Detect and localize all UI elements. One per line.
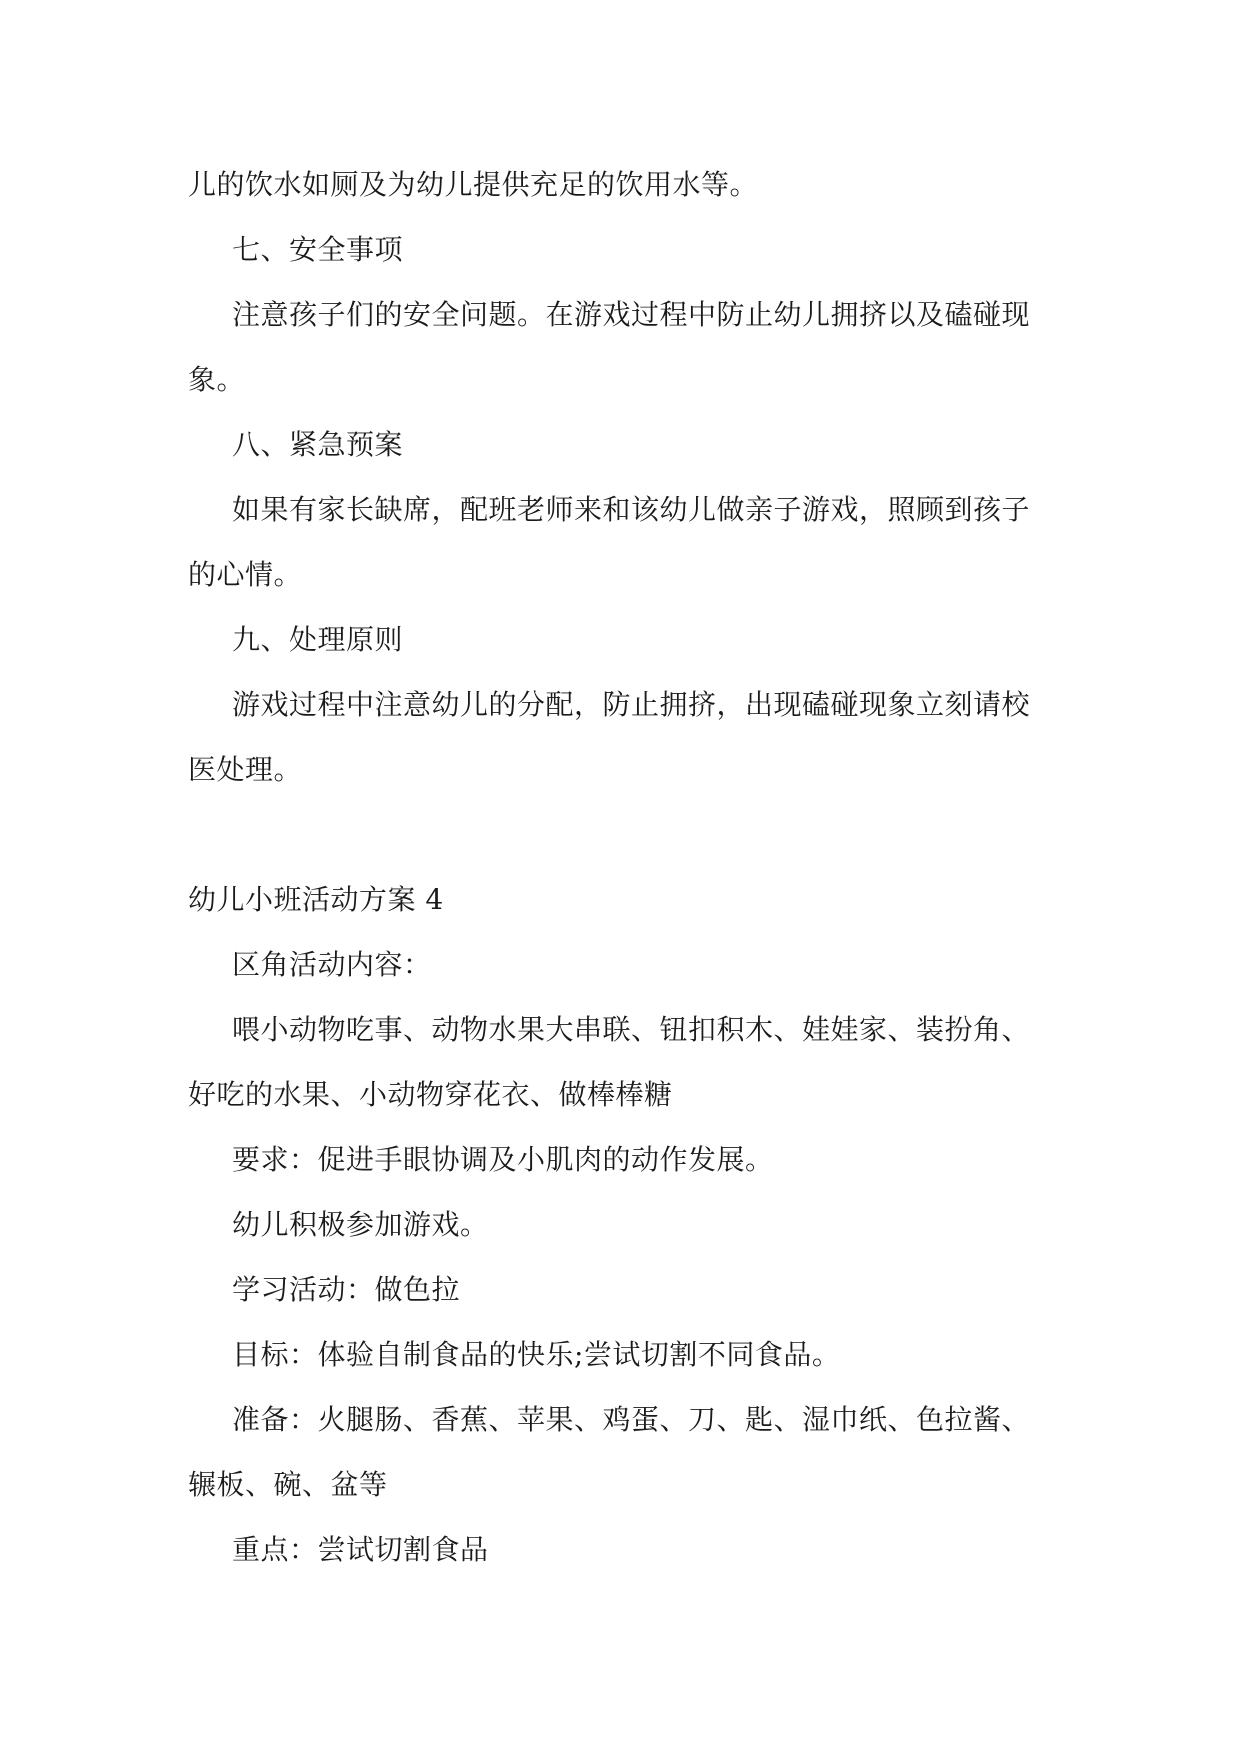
paragraph-key-point: 重点：尝试切割食品 [232,1533,489,1566]
document-title: 幼儿小班活动方案 4 [188,883,444,916]
paragraph-emergency-cont: 的心情。 [188,558,303,591]
paragraph-requirement: 要求：促进手眼协调及小肌肉的动作发展。 [232,1143,774,1176]
section-heading-area: 区角活动内容： [232,948,432,981]
paragraph-safety: 注意孩子们的安全问题。在游戏过程中防止幼儿拥挤以及磕碰现 [232,298,1031,331]
section-heading-learning: 学习活动：做色拉 [232,1273,461,1306]
paragraph-participation: 幼儿积极参加游戏。 [232,1208,489,1241]
paragraph-preparation: 准备：火腿肠、香蕉、苹果、鸡蛋、刀、匙、湿巾纸、色拉酱、 [232,1403,1031,1436]
paragraph-area-list-cont: 好吃的水果、小动物穿花衣、做棒棒糖 [188,1078,673,1111]
paragraph-principle-cont: 医处理。 [188,753,303,786]
section-heading-safety: 七、安全事项 [232,233,404,266]
document-body [188,152,1068,1582]
paragraph-emergency: 如果有家长缺席，配班老师来和该幼儿做亲子游戏，照顾到孩子 [232,493,1031,526]
paragraph-area-list: 喂小动物吃事、动物水果大串联、钮扣积木、娃娃家、装扮角、 [232,1013,1031,1046]
section-heading-principle: 九、处理原则 [232,623,404,656]
paragraph-principle: 游戏过程中注意幼儿的分配，防止拥挤，出现磕碰现象立刻请校 [232,688,1031,721]
paragraph-preparation-cont: 辗板、碗、盆等 [188,1468,388,1501]
paragraph-safety-cont: 象。 [188,363,246,396]
paragraph-goal: 目标：体验自制食品的快乐;尝试切割不同食品。 [232,1338,841,1371]
section-heading-emergency: 八、紧急预案 [232,428,404,461]
spacer [188,802,1068,867]
paragraph-continuation: 儿的饮水如厕及为幼儿提供充足的饮用水等。 [188,168,759,201]
